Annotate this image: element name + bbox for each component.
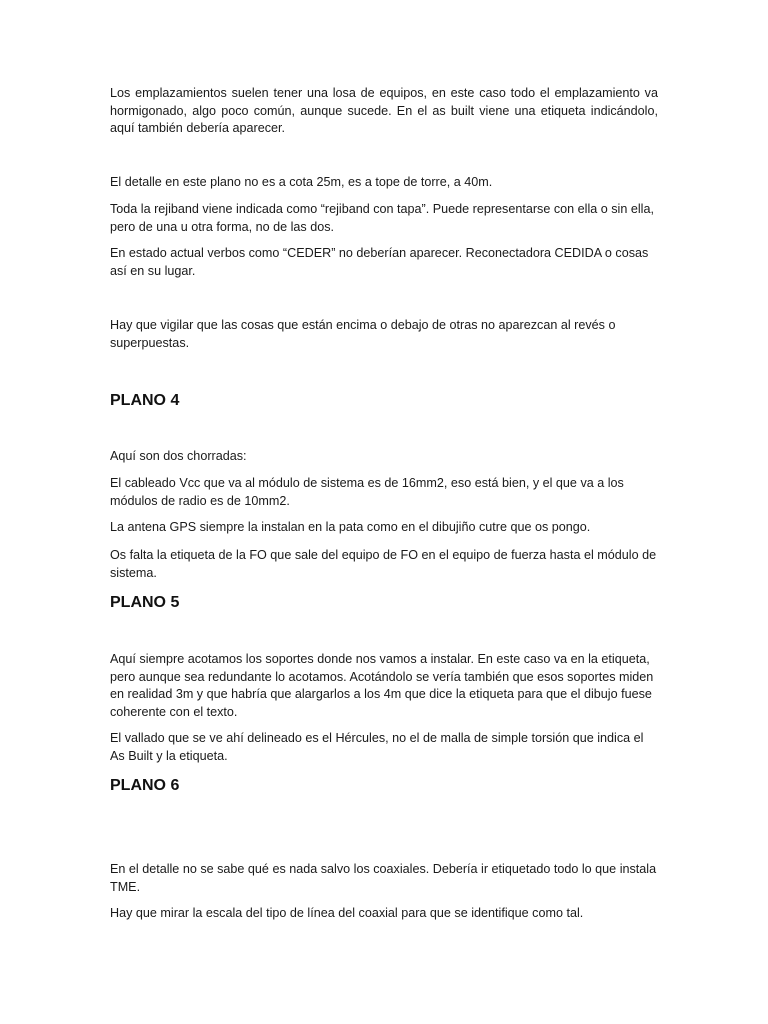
- heading-plano-4: PLANO 4: [110, 392, 180, 409]
- paragraph-etiqueta-fo: Os falta la etiqueta de la FO que sale del equipo de FO en el equipo de fuerza hasta el módulo de sistema.: [110, 548, 657, 580]
- paragraph-vigilar-superpuestas: Hay que vigilar que las cosas que están encima o debajo de otras no aparezcan al revés o superpuestas.: [110, 318, 616, 350]
- paragraph-cableado-vcc: El cableado Vcc que va al módulo de sistema es de 16mm2, eso está bien, y el que va a los módulos de radio es de 10mm2.: [110, 476, 624, 508]
- paragraph-detalle-cota: El detalle en este plano no es a cota 25m, es a tope de torre, a 40m.: [110, 175, 493, 189]
- paragraph-detalle-coaxiales: En el detalle no se sabe qué es nada salvo los coaxiales. Debería ir etiquetado todo lo que instala TME.: [110, 862, 657, 894]
- paragraph-rejiband: Toda la rejiband viene indicada como “rejiband con tapa”. Puede representarse con ella o sin ella, pero de una u otra forma, no de las dos.: [110, 202, 654, 234]
- heading-plano-6: PLANO 6: [110, 777, 180, 794]
- paragraph-antena-gps: La antena GPS siempre la instalan en la pata como en el dibujiño cutre que os pongo.: [110, 520, 591, 534]
- paragraph-vallado: El vallado que se ve ahí delineado es el Hércules, no el de malla de simple torsión que indica el As Built y la etiqueta.: [110, 731, 644, 763]
- paragraph-losa-equipos: Los emplazamientos suelen tener una losa de equipos, en este caso todo el emplazamiento va hormigonado, algo poco común, aunque sucede. En el as built viene una etiqueta indicándolo, aquí también debería aparecer.: [110, 86, 658, 136]
- paragraph-acotar-soportes: Aquí siempre acotamos los soportes donde nos vamos a instalar. En este caso va en la etiqueta, pero aunque sea redundante lo acotamos. Acotándolo se vería también que esos soportes miden en realidad 3m y que habría que alargarlos a los 4m que dice la etiqueta para que el dibujo fuese coherente con el texto.: [110, 652, 654, 719]
- paragraph-escala-coaxial: Hay que mirar la escala del tipo de línea del coaxial para que se identifique como tal.: [110, 906, 584, 920]
- paragraph-estado-actual: En estado actual verbos como “CEDER” no deberían aparecer. Reconectadora CEDIDA o cosas así en su lugar.: [110, 246, 649, 278]
- heading-plano-5: PLANO 5: [110, 594, 180, 611]
- paragraph-chorradas: Aquí son dos chorradas:: [110, 449, 247, 463]
